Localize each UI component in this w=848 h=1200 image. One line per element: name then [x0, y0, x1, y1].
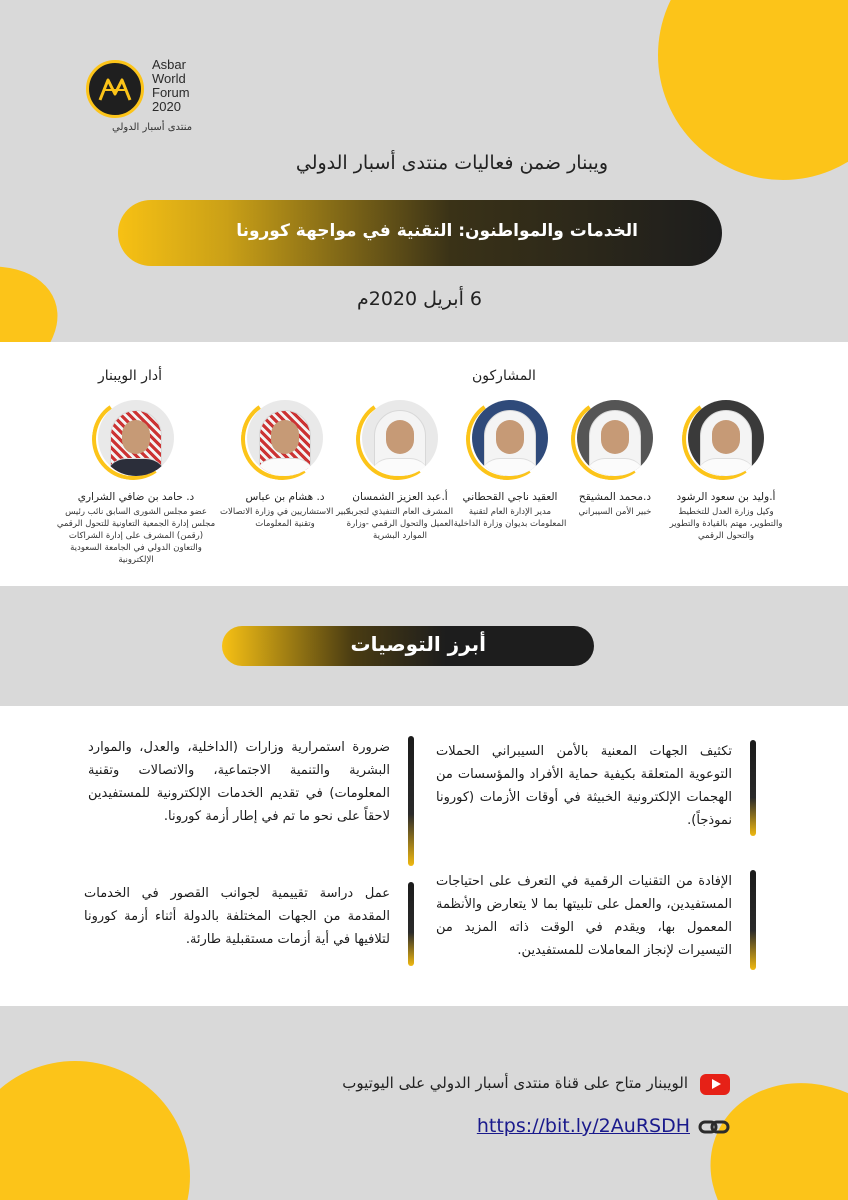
- recommendations-banner: [0, 586, 848, 706]
- speaker-name: العقيد ناجي القحطاني: [462, 491, 558, 503]
- accent-bar: [408, 736, 414, 866]
- speaker-role: عضو مجلس الشورى السابق نائب رئيس مجلس إدارة الجمعية التعاونية للتحول الرقمي (رقمن) المشرف على إدارة الشراكات والتعاون الدولي في الجامعة السعودية الإلكترونية: [56, 507, 216, 565]
- speaker-name: أ.وليد بن سعود الرشود: [676, 491, 776, 503]
- participant-card: [220, 400, 350, 530]
- logo-line: Asbar: [152, 57, 186, 72]
- accent-bar: [750, 740, 756, 836]
- avatar: [575, 400, 655, 480]
- footer-section: [0, 1006, 848, 1200]
- webinar-date: 6 أبريل 2020م: [356, 288, 482, 310]
- chain-link-icon: [698, 1119, 730, 1135]
- participant-card: [340, 400, 460, 542]
- recommendations-section: [0, 706, 848, 1006]
- recommendation-item: [436, 870, 756, 970]
- speakers-section: [0, 342, 848, 586]
- asbar-logo: [86, 58, 236, 138]
- participant-card: [450, 400, 570, 530]
- avatar: [470, 400, 550, 480]
- avatar: [245, 400, 325, 480]
- header-section: [0, 0, 848, 342]
- recommendations-title: أبرز التوصيات: [350, 632, 486, 656]
- speaker-name: أ.عبد العزيز الشمسان: [352, 491, 448, 503]
- participant-card: [666, 400, 786, 542]
- decorative-yellow-blob: [658, 0, 848, 180]
- logo-wordmark: [152, 58, 190, 114]
- recommendation-text: عمل دراسة تقييمية لجوانب القصور في الخدمات المقدمة من الجهات المختلفة بالدولة أثناء أزمة كورونا لتلافيها في أية أزمات مستقبلية طارئة.: [84, 886, 390, 947]
- youtube-icon: [700, 1074, 730, 1095]
- recommendations-title-pill: [222, 626, 594, 666]
- speaker-role: وكيل وزارة العدل للتخطيط والتطوير، مهتم بالقيادة والتطوير والتحول الرقمي: [669, 507, 783, 541]
- speaker-name: د. هشام بن عباس: [245, 491, 325, 503]
- logo-line: Forum: [152, 85, 190, 100]
- logo-arabic-name: منتدى أسبار الدولي: [112, 122, 193, 133]
- webinar-subtitle: ويبنار ضمن فعاليات منتدى أسبار الدولي: [295, 152, 608, 174]
- speaker-name: د. حامد بن ضافي الشراري: [77, 491, 195, 503]
- accent-bar: [750, 870, 756, 970]
- recommendation-text: تكثيف الجهات المعنية بالأمن السيبراني الحملات التوعوية المتعلقة بكيفية حماية الأفراد والمؤسسات من الهجمات الإلكترونية الخبيثة في أوقات الأزمات (كورونا نموذجاً).: [436, 744, 732, 828]
- decorative-yellow-blob: [0, 245, 75, 342]
- speaker-role: مدير الإدارة العام لتقنية المعلومات بديوان وزارة الداخلية: [453, 507, 567, 529]
- speaker-role: كبير الاستشاريين في وزارة الاتصالات وتقنية المعلومات: [220, 507, 350, 529]
- recommendation-text: ضرورة استمرارية وزارات (الداخلية، والعدل، والموارد البشرية والتنمية الاجتماعية، والاتصالات وتقنية المعلومات) في تقديم الخدمات الإلكترونية للمستفيدين لاحقاً على نحو ما تم في إطار أزمة كورونا.: [88, 740, 390, 824]
- webinar-title: الخدمات والمواطنون: التقنية في مواجهة كورونا: [236, 221, 638, 241]
- youtube-availability-text: الويبنار متاح على قناة منتدى أسبار الدولي على اليوتيوب: [342, 1074, 688, 1092]
- logo-line: World: [152, 71, 186, 86]
- recommendation-item: [436, 740, 756, 836]
- avatar: [686, 400, 766, 480]
- logo-line: 2020: [152, 99, 181, 114]
- speaker-role: خبير الأمن السيبراني: [578, 507, 652, 517]
- webinar-title-banner: [118, 200, 722, 266]
- awf-logo-icon: [86, 60, 144, 118]
- moderator-label: أدار الويبنار: [98, 368, 162, 384]
- recommendation-text: الإفادة من التقنيات الرقمية في التعرف على احتياجات المستفيدين، والعمل على تلبيتها بما لا يتعارض والأنظمة المعمول بها، ويقدم في الوقت ذاته المزيد من التيسيرات لإنجاز المعاملات للمستفيدين.: [436, 874, 732, 958]
- avatar: [96, 400, 176, 480]
- participant-card: [560, 400, 670, 518]
- recommendation-item: [82, 736, 414, 866]
- accent-bar: [408, 882, 414, 966]
- recommendation-item: [80, 882, 414, 966]
- youtube-link[interactable]: https://bit.ly/2AuRSDH: [476, 1115, 690, 1137]
- speaker-role: المشرف العام التنفيذي لتجربة العميل والتحول الرقمي -وزارة الموارد البشرية: [346, 507, 454, 541]
- speaker-name: د.محمد المشيقح: [578, 491, 652, 503]
- participants-label: المشاركون: [472, 368, 536, 384]
- avatar: [360, 400, 440, 480]
- decorative-yellow-blob: [0, 1061, 190, 1200]
- moderator-card: [56, 400, 216, 566]
